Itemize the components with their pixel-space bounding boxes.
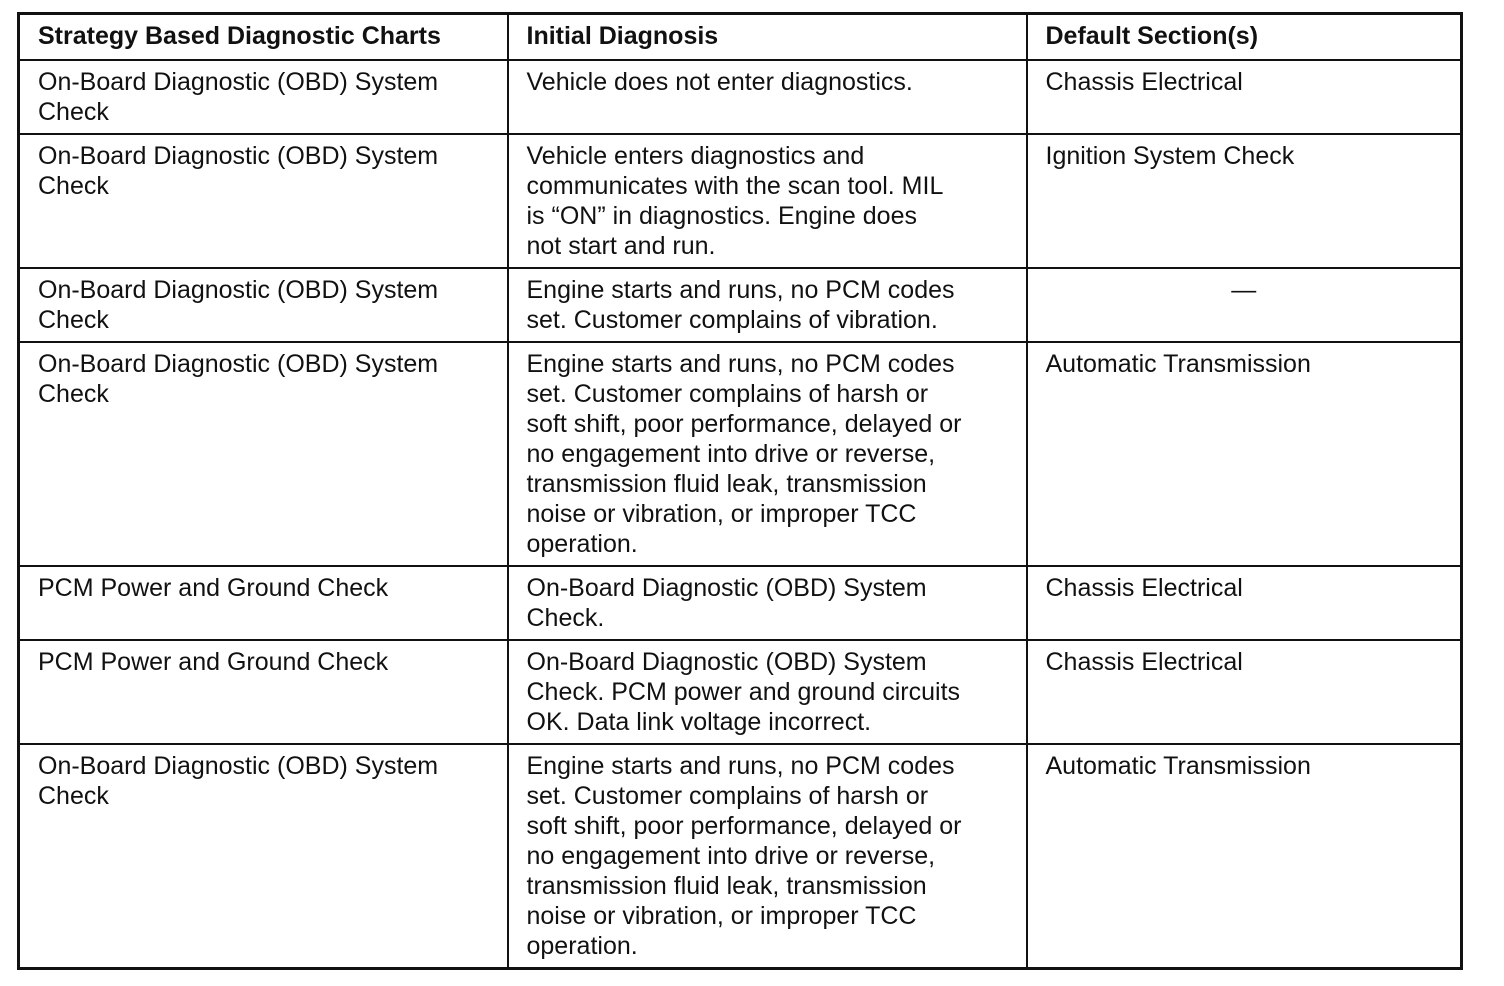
cell-diagnosis [508, 342, 1027, 566]
cell-diagnosis [508, 60, 1027, 134]
cell-section [1027, 60, 1462, 134]
cell-chart [19, 744, 508, 969]
table-row [19, 640, 1462, 744]
cell-diagnosis-text: Engine starts and runs, no PCM codes set. Customer complains of harsh or soft shift, poor performance, delayed or no engagement into drive or reverse, transmission fluid leak, transmission noise or vibration, or improper TCC operation. [526, 350, 962, 558]
cell-chart [19, 60, 508, 134]
cell-chart-text: PCM Power and Ground Check [38, 648, 389, 676]
cell-chart-text: PCM Power and Ground Check [38, 574, 389, 602]
table-row [19, 268, 1462, 342]
cell-section-text: Chassis Electrical [1045, 68, 1243, 96]
cell-chart [19, 268, 508, 342]
cell-diagnosis [508, 134, 1027, 268]
cell-diagnosis-text: Vehicle enters diagnostics and communicates with the scan tool. MIL is “ON” in diagnostics. Engine does not start and run. [526, 142, 944, 260]
cell-section [1027, 566, 1462, 640]
cell-section-text: Automatic Transmission [1045, 350, 1311, 378]
cell-section [1027, 268, 1462, 342]
cell-section [1027, 134, 1462, 268]
diagnostic-charts-table [17, 12, 1463, 970]
header-strategy-charts: Strategy Based Diagnostic Charts [19, 14, 508, 61]
cell-section-text: Chassis Electrical [1045, 574, 1243, 602]
cell-diagnosis [508, 566, 1027, 640]
cell-section-text: — [1231, 276, 1257, 304]
cell-diagnosis-text: On-Board Diagnostic (OBD) System Check. [526, 574, 927, 632]
cell-section-text: Chassis Electrical [1045, 648, 1243, 676]
cell-diagnosis-text: On-Board Diagnostic (OBD) System Check. PCM power and ground circuits OK. Data link voltage incorrect. [526, 648, 961, 736]
cell-chart-text: On-Board Diagnostic (OBD) System Check [38, 752, 439, 810]
table-row [19, 566, 1462, 640]
cell-diagnosis [508, 268, 1027, 342]
cell-section-text: Automatic Transmission [1045, 752, 1311, 780]
cell-diagnosis-text: Engine starts and runs, no PCM codes set. Customer complains of harsh or soft shift, poor performance, delayed or no engagement into drive or reverse, transmission fluid leak, transmission noise or vibration, or improper TCC operation. [526, 752, 962, 960]
table-row [19, 60, 1462, 134]
cell-chart-text: On-Board Diagnostic (OBD) System Check [38, 68, 439, 126]
table-row [19, 342, 1462, 566]
cell-chart [19, 342, 508, 566]
cell-chart-text: On-Board Diagnostic (OBD) System Check [38, 142, 439, 200]
table-row [19, 134, 1462, 268]
table-row [19, 744, 1462, 969]
cell-diagnosis [508, 744, 1027, 969]
cell-chart [19, 134, 508, 268]
header-initial-diagnosis: Initial Diagnosis [508, 14, 1027, 61]
table-header-row [19, 14, 1462, 61]
cell-chart-text: On-Board Diagnostic (OBD) System Check [38, 350, 439, 408]
cell-diagnosis-text: Vehicle does not enter diagnostics. [526, 68, 913, 96]
cell-chart-text: On-Board Diagnostic (OBD) System Check [38, 276, 439, 334]
cell-diagnosis [508, 640, 1027, 744]
cell-chart [19, 640, 508, 744]
cell-section [1027, 342, 1462, 566]
cell-chart [19, 566, 508, 640]
cell-diagnosis-text: Engine starts and runs, no PCM codes set. Customer complains of vibration. [526, 276, 955, 334]
cell-section [1027, 640, 1462, 744]
cell-section-text: Ignition System Check [1045, 142, 1295, 170]
cell-section [1027, 744, 1462, 969]
header-default-sections: Default Section(s) [1027, 14, 1462, 61]
